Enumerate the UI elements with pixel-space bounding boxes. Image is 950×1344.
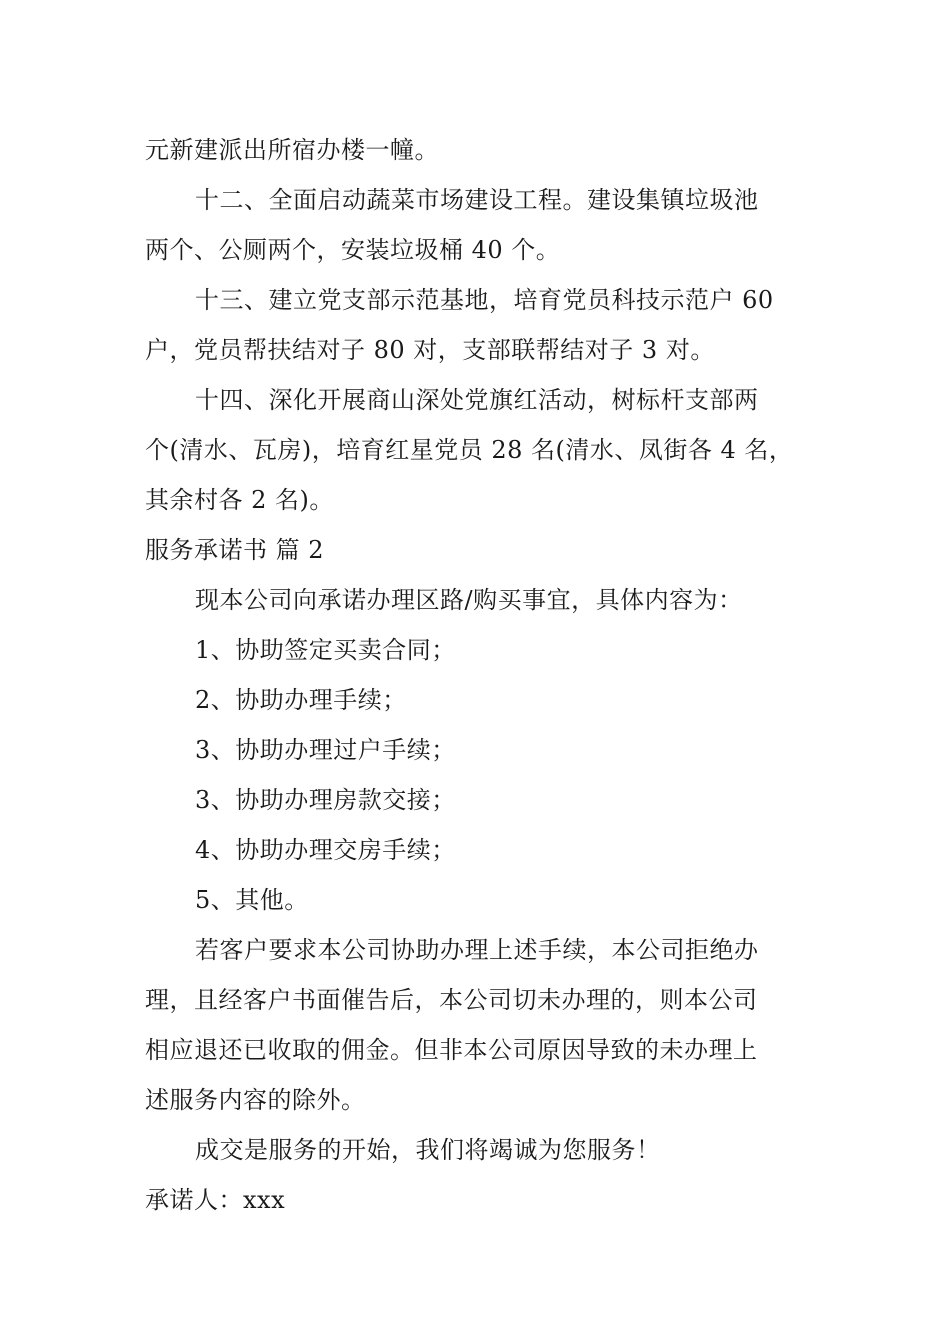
paragraph-line: 理，且经客户书面催告后，本公司切未办理的，则本公司 [145, 986, 758, 1014]
paragraph-line: 十四、深化开展商山深处党旗红活动，树标杆支部两 [195, 386, 759, 414]
list-item: 2、协助办理手续； [195, 686, 407, 714]
list-item: 5、其他。 [195, 886, 309, 914]
section-heading: 服务承诺书 篇 2 [145, 536, 325, 564]
paragraph-line: 其余村各 2 名)。 [145, 486, 334, 514]
paragraph-line: 元新建派出所宿办楼一幢。 [145, 136, 439, 164]
paragraph-line: 两个、公厕两个，安装垃圾桶 40 个。 [145, 236, 561, 264]
list-item: 3、协助办理过户手续； [195, 736, 456, 764]
list-item: 1、协助签定买卖合同； [195, 636, 456, 664]
list-item: 3、协助办理房款交接； [195, 786, 456, 814]
paragraph-line: 述服务内容的除外。 [145, 1086, 366, 1114]
paragraph-line: 现本公司向承诺办理区路/购买事宜，具体内容为： [195, 586, 743, 614]
signature-line: 承诺人：xxx [145, 1186, 286, 1214]
paragraph-line: 十二、全面启动蔬菜市场建设工程。建设集镇垃圾池 [195, 186, 759, 214]
list-item: 4、协助办理交房手续； [195, 836, 456, 864]
paragraph-line: 十三、建立党支部示范基地，培育党员科技示范户 60 [195, 286, 774, 314]
paragraph-line: 成交是服务的开始，我们将竭诚为您服务！ [195, 1136, 661, 1164]
paragraph-line: 户，党员帮扶结对子 80 对，支部联帮结对子 3 对。 [145, 336, 715, 364]
paragraph-line: 相应退还已收取的佣金。但非本公司原因导致的未办理上 [145, 1036, 758, 1064]
paragraph-line: 若客户要求本公司协助办理上述手续，本公司拒绝办 [195, 936, 759, 964]
paragraph-line: 个(清水、瓦房)，培育红星党员 28 名(清水、凤街各 4 名， [145, 436, 794, 464]
